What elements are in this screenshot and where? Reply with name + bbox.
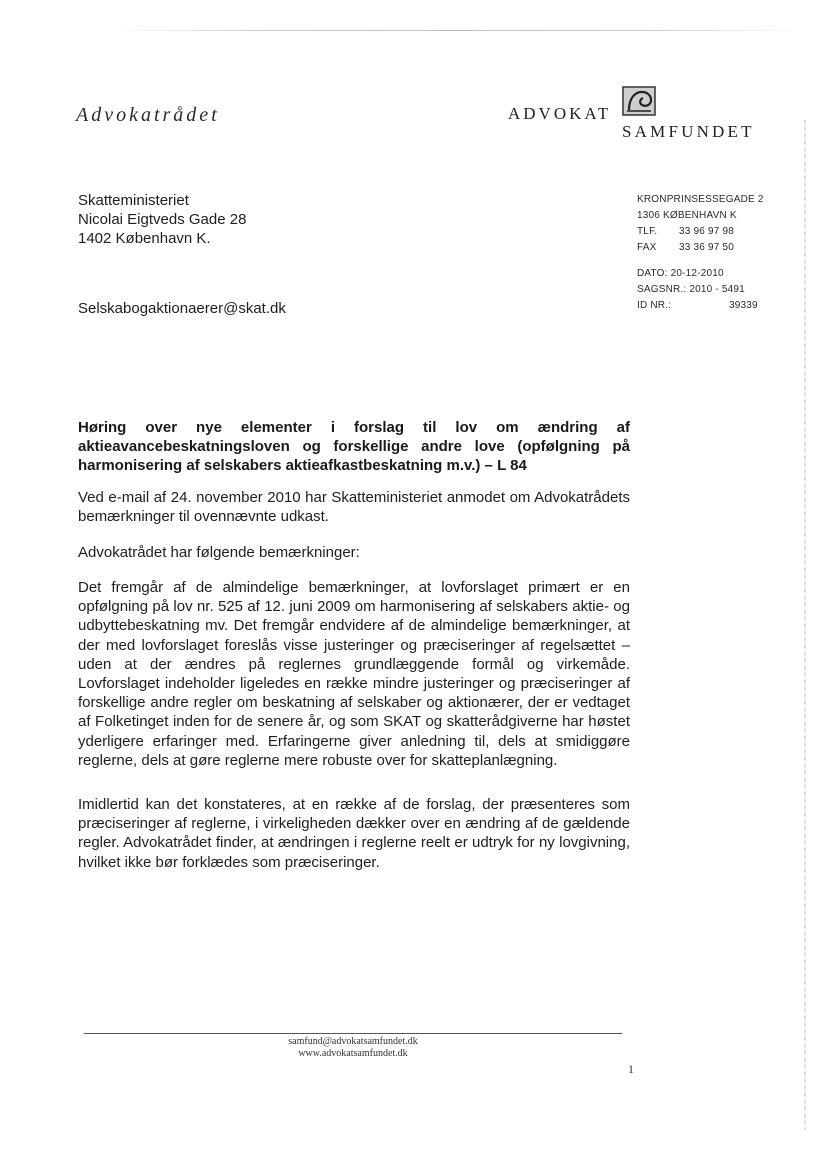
sender-street: KRONPRINSESSEGADE 2 xyxy=(637,194,764,205)
case-number: SAGSNR.: 2010 - 5491 xyxy=(637,284,745,295)
recipient-line: Nicolai Eigtveds Gade 28 xyxy=(78,211,247,228)
body-paragraph: Ved e-mail af 24. november 2010 har Skatteministeriet anmodet om Advokatrådets bemærkninger til ovennævnte udkast. xyxy=(78,489,630,526)
fax-label: FAX xyxy=(637,242,657,253)
advokatsamfundet-emblem-icon xyxy=(622,86,656,116)
body-paragraph: Advokatrådet har følgende bemærkninger: xyxy=(78,544,360,561)
sender-phone-row xyxy=(637,224,764,240)
id-value: 39339 xyxy=(729,300,758,311)
footer-divider xyxy=(84,1033,622,1034)
advokatraadet-brand: Advokatrådet xyxy=(76,104,220,126)
phone-label: TLF. xyxy=(637,226,658,237)
recipient-line: 1402 København K. xyxy=(78,230,211,247)
sender-fax-row xyxy=(637,240,764,256)
scan-edge-right xyxy=(804,120,806,1130)
page-mark: 1 xyxy=(628,1062,634,1076)
fax-number: 33 36 97 50 xyxy=(679,242,735,253)
advokatsamfundet-logo xyxy=(508,86,778,146)
scan-edge-top xyxy=(110,30,800,31)
logo-word-advokat: ADVOKAT xyxy=(508,104,612,123)
letter-subject: Høring over nye elementer i forslag til lov om ændring af aktieavancebeskatningsloven og forskellige andre love (opfølgning på harmonisering af selskabers aktieafkastbeskatning m.v.) – L 84 xyxy=(78,419,630,474)
sender-info xyxy=(637,192,764,314)
body-paragraph: Imidlertid kan det konstateres, at en række af de forslag, der præsenteres som præciseringer af reglerne, i virkeligheden dækker over en ændring af de gældende regler. Advokatrådet finder, at ændringen i reglerne reelt er udtryk for ny lovgivning, hvilket ikke bør forklædes som præciseringer. xyxy=(78,796,630,871)
phone-number: 33 96 97 98 xyxy=(679,226,735,237)
id-number-row xyxy=(637,298,764,314)
sender-city: 1306 KØBENHAVN K xyxy=(637,210,737,221)
body-paragraph: Det fremgår af de almindelige bemærkninger, at lovforslaget primært er en opfølgning på lov nr. 525 af 12. juni 2009 om harmonisering af selskabers aktie- og udbyttebeskatning mv. Det fremgår endvidere af de almindelige bemærkninger, at der med lovforslaget foreslås visse justeringer og præciseringer af regelsættet – uden at der ændres på reglernes grundlæggende formål og virkemåde. Lovforslaget indeholder ligeledes en række mindre justeringer og præciseringer af forskellige andre regler om beskatning af selskaber og aktionærer, der er vedtaget af Folketinget inden for de senere år, og som SKAT og skatterådgiverne har høstet yderligere erfaringer med. Erfaringerne giver anledning til, dels at smidiggøre reglerne, dels at gøre reglerne mere robuste over for skatteplanlægning. xyxy=(78,579,630,769)
footer-website: www.advokatsamfundet.dk xyxy=(298,1048,408,1059)
footer-contact xyxy=(84,1036,622,1060)
footer-email: samfund@advokatsamfundet.dk xyxy=(288,1036,418,1047)
recipient-email: Selskabogaktionaerer@skat.dk xyxy=(78,300,286,317)
letter-date: DATO: 20-12-2010 xyxy=(637,268,724,279)
recipient-line: Skatteministeriet xyxy=(78,192,189,209)
recipient-address xyxy=(78,191,246,248)
logo-word-samfundet: SAMFUNDET xyxy=(622,122,755,141)
id-label: ID NR.: xyxy=(637,300,672,311)
